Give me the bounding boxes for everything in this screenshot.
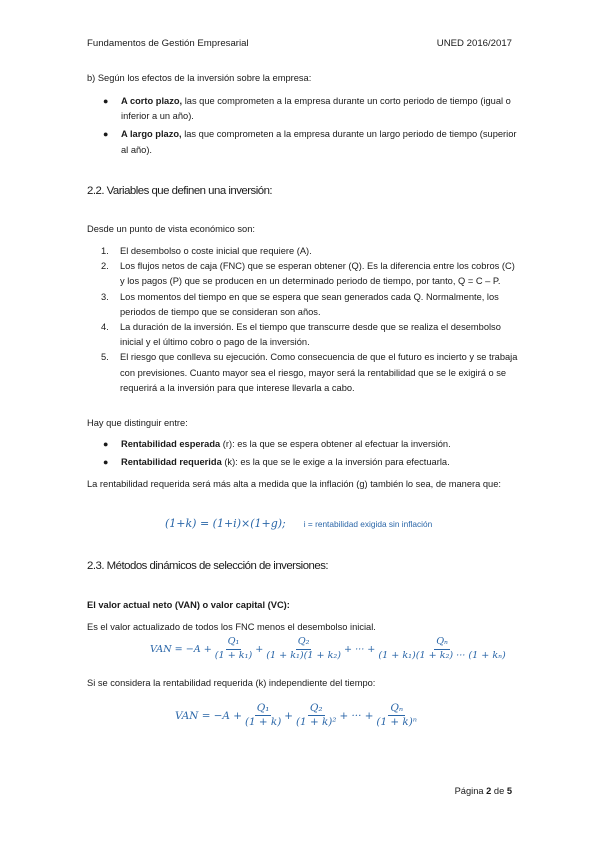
list-number: 2.	[101, 261, 109, 272]
fraction-numerator: Q₁	[255, 703, 272, 716]
section-b-intro: b) Según los efectos de la inversión sobre la empresa:	[87, 73, 312, 83]
formula-plus: +	[255, 643, 264, 655]
formula-plus: +	[284, 709, 293, 722]
formula-fraction	[376, 703, 417, 729]
fraction-denominator: (1 + k)ⁿ	[376, 716, 417, 729]
van-formula-constant	[175, 703, 420, 729]
formula-dots: + ··· +	[344, 643, 376, 655]
section-2-2-heading: 2.2. Variables que definen una inversión:	[87, 185, 273, 197]
list-item	[101, 244, 519, 259]
bullet-term: Rentabilidad requerida	[121, 457, 222, 468]
fraction-denominator: (1 + k)²	[295, 716, 337, 729]
distinguish-intro: Hay que distinguir entre:	[87, 418, 188, 428]
van-definition: Es el valor actualizado de todos los FNC menos el desembolso inicial.	[87, 622, 376, 632]
list-number: 4.	[101, 322, 109, 333]
list-item	[103, 437, 518, 452]
inflation-paragraph: La rentabilidad requerida será más alta a medida que la inflación (g) también lo sea, de manera que:	[87, 479, 501, 489]
fraction-denominator: (1 + k₁)(1 + k₂)	[266, 649, 342, 661]
bullet-icon: ●	[103, 129, 109, 140]
footer-middle: de	[491, 786, 507, 796]
constant-k-paragraph: Si se considera la rentabilidad requerida (k) independiente del tiempo:	[87, 678, 376, 688]
bullet-icon: ●	[103, 439, 109, 449]
list-item-text: Los flujos netos de caja (FNC) que se esperan obtener (Q). Es la diferencia entre los cobros (C) y los pagos (P) que se producen en un determinado periodo de tiempo, por tanto, Q = C – P.	[120, 261, 515, 287]
fraction-numerator: Q₂	[308, 703, 325, 716]
formula-fraction	[215, 637, 252, 661]
bullet-icon: ●	[103, 96, 109, 106]
variables-numbered-list	[101, 244, 519, 396]
formula-lhs: VAN = −A +	[150, 643, 212, 655]
formula-fraction	[245, 703, 281, 729]
header-course-title: Fundamentos de Gestión Empresarial	[87, 38, 249, 49]
list-item	[101, 290, 519, 320]
rentabilidad-bullet-list	[103, 437, 518, 473]
list-item	[101, 350, 519, 396]
list-item	[101, 320, 519, 350]
section-b-bullet-list	[103, 94, 518, 161]
bullet-term: A largo plazo,	[121, 129, 182, 140]
fraction-numerator: Q₂	[296, 637, 312, 650]
formula-expression: (1+k) = (1+i)×(1+g);	[165, 517, 286, 530]
bullet-text: las que comprometen a la empresa durante un largo periodo de tiempo (superior al año).	[121, 129, 517, 155]
fraction-numerator: Qₙ	[388, 703, 405, 716]
list-item	[103, 127, 518, 157]
list-item-text: El desembolso o coste inicial que requiere (A).	[120, 246, 312, 256]
fraction-denominator: (1 + k₁)	[214, 649, 253, 661]
van-formula-general	[150, 637, 509, 661]
list-number: 5.	[101, 352, 109, 363]
formula-fraction	[378, 637, 505, 661]
inflation-formula	[165, 517, 432, 530]
list-item-text: El riesgo que conlleva su ejecución. Como consecuencia de que el futuro es incierto y se trabaja con previsiones. Cuanto mayor sea el riesgo, mayor será la rentabilidad que se le exigirá o se requerirá a la inversión para que interese llevarla a cabo.	[120, 352, 518, 393]
formula-lhs: VAN = −A +	[175, 709, 242, 722]
page-footer	[455, 786, 512, 796]
bullet-text: las que comprometen a la empresa durante un corto periodo de tiempo (igual o inferior a un año).	[121, 96, 511, 122]
formula-note: i = rentabilidad exigida sin inflación	[303, 518, 433, 529]
formula-dots: + ··· +	[339, 709, 374, 722]
bullet-term: Rentabilidad esperada	[121, 439, 221, 449]
formula-fraction	[296, 703, 337, 729]
list-number: 3.	[101, 291, 109, 302]
bullet-text: (r): es la que se espera obtener al efectuar la inversión.	[220, 439, 451, 449]
list-item	[103, 455, 518, 470]
formula-fraction	[266, 637, 341, 661]
list-number: 1.	[101, 246, 109, 256]
list-item	[103, 94, 518, 124]
bullet-icon: ●	[103, 457, 109, 468]
section-2-3-heading: 2.3. Métodos dinámicos de selección de inversiones:	[87, 560, 329, 572]
list-item-text: La duración de la inversión. Es el tiempo que transcurre desde que se realiza el desembolso inicial y el último cobro o pago de la inversión.	[120, 322, 501, 348]
total-pages: 5	[506, 786, 512, 796]
bullet-text: (k): es la que se le exige a la inversión para efectuarla.	[221, 457, 450, 468]
list-item-text: Los momentos del tiempo en que se espera que sean generados cada Q. Normalmente, los periodos de tiempo que se consideran son años.	[120, 291, 499, 317]
fraction-numerator: Q₁	[226, 637, 242, 650]
header-year: UNED 2016/2017	[436, 38, 512, 49]
list-item	[101, 259, 519, 289]
bullet-term: A corto plazo,	[121, 96, 183, 106]
fraction-numerator: Qₙ	[434, 637, 450, 650]
section-2-2-intro: Desde un punto de vista económico son:	[87, 224, 255, 234]
current-page-number: 2	[486, 786, 492, 796]
van-subheading: El valor actual neto (VAN) o valor capital (VC):	[87, 600, 290, 610]
fraction-denominator: (1 + k₁)(1 + k₂) ··· (1 + kₙ)	[378, 649, 506, 661]
fraction-denominator: (1 + k)	[244, 716, 282, 729]
footer-prefix: Página	[454, 786, 487, 796]
